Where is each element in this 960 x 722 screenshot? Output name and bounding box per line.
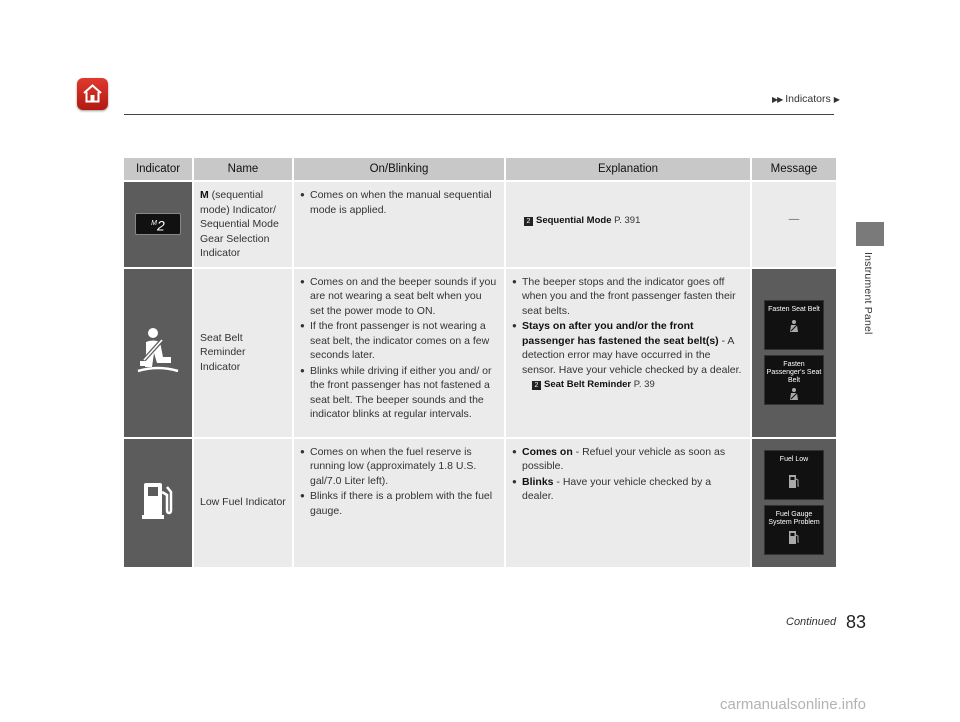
col-header-on-blinking: On/Blinking — [294, 158, 504, 180]
indicator-cell — [124, 269, 192, 437]
message-screen: Fasten Seat Belt — [764, 300, 824, 350]
reference-arrow-icon: 2 — [532, 381, 541, 390]
breadcrumb-end-arrow: ▶ — [833, 95, 839, 104]
col-header-name: Name — [194, 158, 292, 180]
list-item: ● Blinks - Have your vehicle checked by a dealer. — [512, 475, 744, 504]
seat-belt-icon — [788, 388, 800, 404]
reference-arrow-icon: 2 — [524, 217, 533, 226]
col-header-indicator: Indicator — [124, 158, 192, 180]
breadcrumb-arrows: ▶▶ — [772, 95, 783, 104]
col-header-explanation: Explanation — [506, 158, 750, 180]
section-tab-label[interactable]: Instrument Panel — [862, 252, 874, 335]
on-blinking-cell — [294, 439, 504, 567]
page-reference[interactable]: 2 Sequential Mode P. 391 — [512, 214, 744, 229]
fuel-icon — [788, 474, 800, 490]
continued-label: Continued — [786, 616, 837, 628]
table-row — [124, 269, 836, 437]
message-cell: — — [752, 182, 836, 267]
seat-belt-icon — [788, 320, 800, 336]
message-cell — [752, 269, 836, 437]
name-bold: M — [200, 189, 209, 201]
home-button[interactable] — [77, 78, 108, 110]
name-text: (sequential mode) Indicator/ Sequential Mode Gear Selection Indicator — [200, 189, 279, 259]
list-item: ● Stays on after you and/or the front passenger has fastened the seat belt(s) - A detection error may have occurred in the sensor. Have your vehicle checked by a dealer. — [512, 319, 744, 377]
home-icon — [82, 83, 103, 104]
watermark: carmanualsonline.info — [720, 696, 866, 713]
message-cell — [752, 439, 836, 567]
col-header-message: Message — [752, 158, 836, 180]
list-item: ● Blinks while driving if either you and/ or the front passenger has not fastened a seat belt. The beeper sounds and the indicator blinks at regular intervals. — [300, 364, 498, 422]
list-item: ● Comes on when the fuel reserve is running low (approximately 1.8 U.S. gal/7.0 Liter left). — [300, 445, 498, 489]
message-screen: Fuel Low — [764, 450, 824, 500]
on-blinking-cell — [294, 182, 504, 267]
seat-belt-reminder-icon — [135, 327, 181, 373]
fuel-pump-icon — [141, 480, 175, 520]
list-item: ● If the front passenger is not wearing a seat belt, the indicator comes on a few seconds later. — [300, 319, 498, 363]
page-reference[interactable]: 2 Seat Belt Reminder P. 39 — [512, 378, 744, 393]
section-tab-marker — [856, 222, 884, 246]
table-row — [124, 182, 836, 267]
explanation-cell — [506, 439, 750, 567]
header-divider — [124, 114, 834, 115]
indicator-table — [122, 156, 838, 569]
list-item: ● Comes on and the beeper sounds if you are not wearing a seat belt when you set the power mode to ON. — [300, 275, 498, 319]
list-item: ● Blinks if there is a problem with the fuel gauge. — [300, 489, 498, 518]
explanation-cell — [506, 182, 750, 267]
on-blinking-cell — [294, 269, 504, 437]
name-cell — [194, 182, 292, 267]
list-item: ● The beeper stops and the indicator goes off when you and the front passenger fasten their seat belts. — [512, 275, 744, 319]
table-row — [124, 439, 836, 567]
page-number: 83 — [846, 612, 867, 632]
indicator-cell — [124, 439, 192, 567]
indicator-cell — [124, 182, 192, 267]
list-item: ● Comes on - Refuel your vehicle as soon as possible. — [512, 445, 744, 474]
breadcrumb-label: Indicators — [785, 93, 831, 105]
table-header-row — [124, 158, 836, 180]
message-screen: Fuel Gauge System Problem — [764, 505, 824, 555]
name-cell: Seat Belt Reminder Indicator — [194, 269, 292, 437]
explanation-cell — [506, 269, 750, 437]
fuel-icon — [788, 530, 800, 546]
name-cell: Low Fuel Indicator — [194, 439, 292, 567]
breadcrumb[interactable] — [772, 93, 839, 105]
sequential-mode-indicator-icon: $^M$2 — [135, 213, 181, 235]
message-screen: Fasten Passenger's Seat Belt — [764, 355, 824, 405]
list-item: ● Comes on when the manual sequential mode is applied. — [300, 188, 498, 217]
